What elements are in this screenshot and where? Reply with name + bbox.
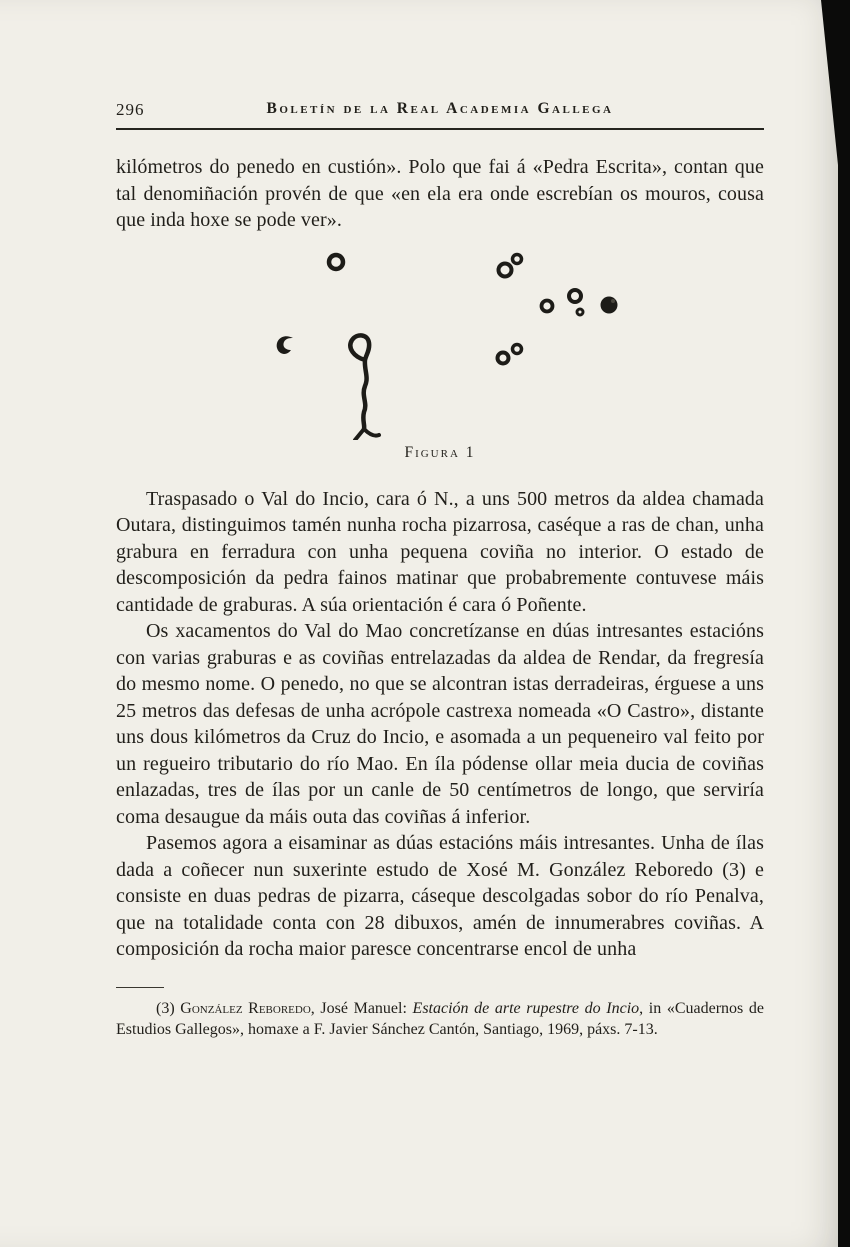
footnote-author: González Reboredo [180,999,311,1017]
paragraph-1: kilómetros do penedo en custión». Polo que fai á «Pedra Escrita», contan que tal denomiñación provén de que «en ela era onde escrebían os mouros, cousa que inda hoxe se pode ver». [116,156,764,231]
header-rule [116,128,764,130]
dark-cupmark-icon [601,296,618,313]
page-number: 296 [116,100,145,119]
body-text [116,154,764,963]
footnote [116,998,764,1041]
paragraph-2: Traspasado o Val do Incio, cara ó N., a uns 500 metros da aldea chamada Outara, distinguimos tamén nunha rocha pizarrosa, caséque a ras de chan, unha grabura en ferradura con unha pequena coviña no interior. O estado de descomposición da pedra fainos matinar que probabremente contuvese máis cantidade de graburas. A súa orientación é cara ó Poñente. [116,487,764,616]
paragraph-4: Pasemos agora a eisaminar as dúas estacións máis intresantes. Unha de ílas dada a coñecer nun suxerinte estudo de Xosé M. González Reboredo (3) e consiste en duas pedras de pizarra, cáseque descolgadas sobor do río Penalva, que na totalidade conta con 28 dibuxos, amén de innumerabres coviñas. A composición da rocha maior paresce concentrarse encol de unha [116,832,764,960]
figure-1 [116,244,764,462]
ring-pair-bottom-icon [498,344,522,363]
journal-title: Boletín de la Real Academia Gallega [266,100,614,117]
ring-cluster-icon [542,290,584,315]
comma-mark-icon [277,336,293,354]
ring-pair-top-icon [499,254,522,276]
ring-mark-icon [329,255,343,269]
petroglyph-drawing [116,244,764,440]
paragraph-3: Os xacamentos do Val do Mao concretízanse en dúas intresantes estacións con varias graburas e as coviñas entrelazadas da aldea de Rendar, da fregresía do mesmo nome. O penedo, no que se alcontran istas derradeiras, érguese a uns 25 metros das defesas de unha acrópole castrexa nomeada «O Castro», distante uns dous kilómetros da Cruz do Incio, e asomada a un pequeneiro val feito por un regueiro tributario do río Mao. En íla pódense ollar meia ducia de coviñas enlazadas, tres de ílas por un canle de 50 centímetros de longo, que serviría coma desaugue da máis outa das coviñas á inferior. [116,620,764,828]
page-content [116,98,764,1041]
footnote-marker: (3) [156,999,181,1017]
page-header [116,98,764,122]
figure-caption: Figura 1 [404,443,476,461]
footnote-citation-rest: , in «Cuadernos de Estudios Gallegos», homaxe a F. Javier Sánchez Cantón, Santiago, 1969, páxs. 7-13. [116,999,765,1038]
footnote-rule [116,987,164,988]
footnote-author-rest: , José Manuel: [310,999,413,1017]
anthropomorph-figure-icon [350,335,379,440]
footnote-work-title: Estación de arte rupestre do Incio [412,999,640,1017]
scan-corner-artifact [821,0,838,165]
scan-edge-artifact [838,0,850,1247]
